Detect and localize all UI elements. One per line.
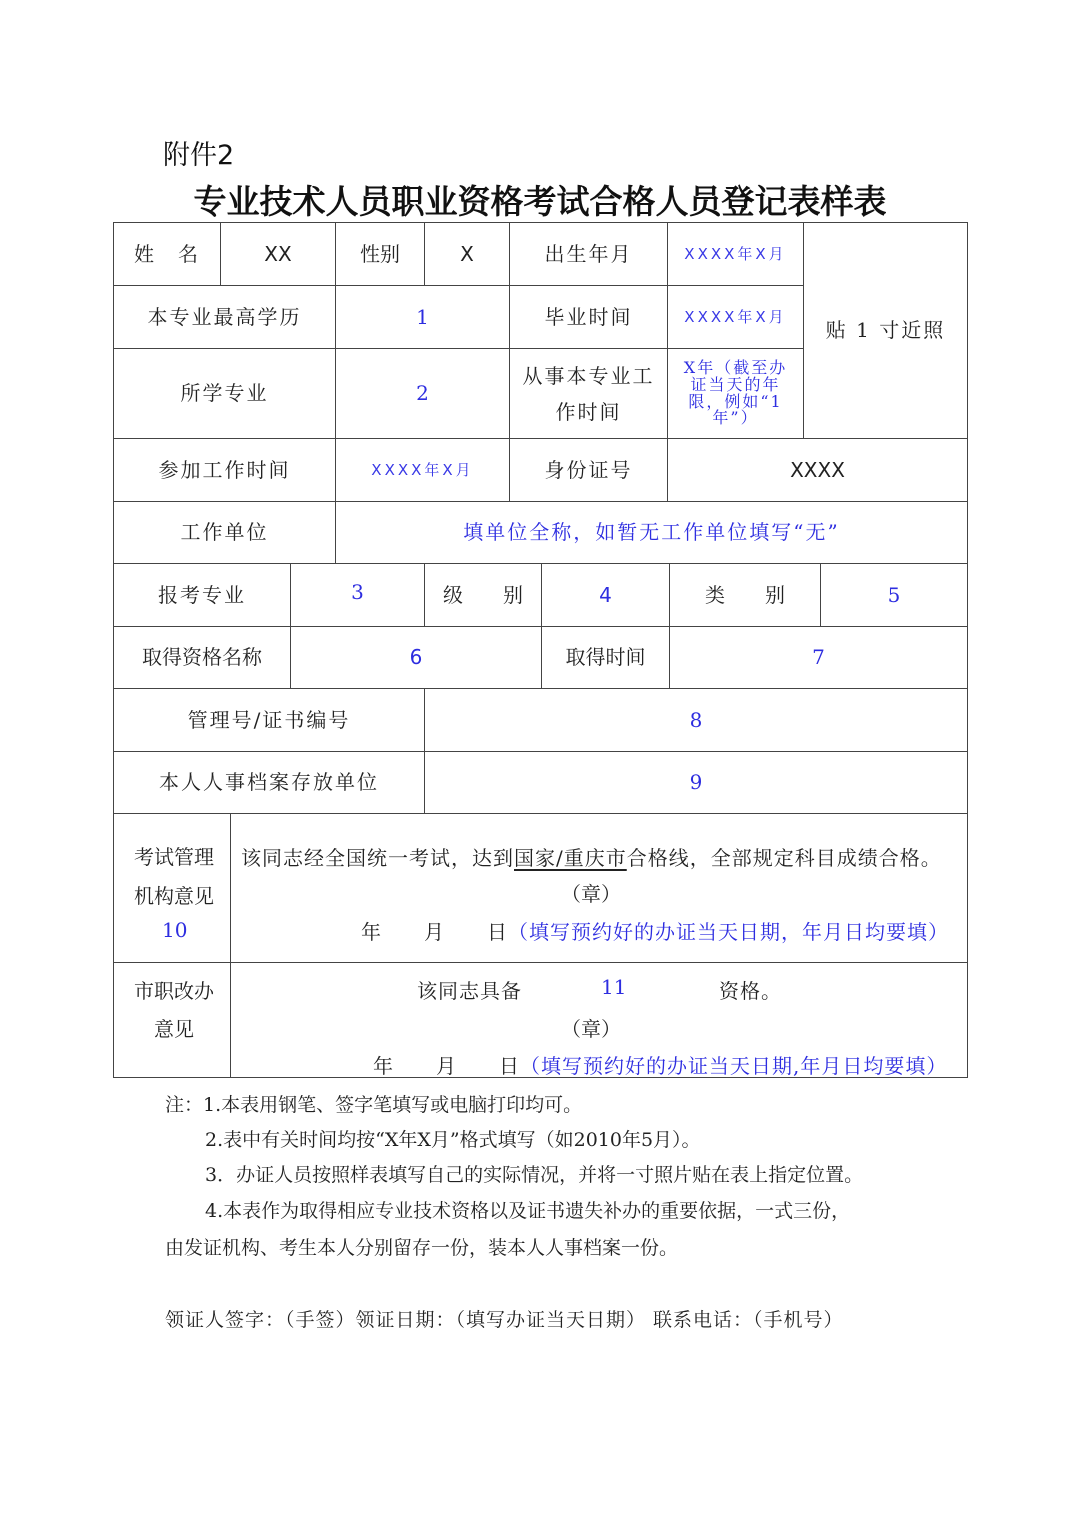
city-opinion-text-before: 该同志具备	[417, 979, 522, 1003]
city-opinion-text-after: 资格。	[719, 979, 782, 1003]
city-opinion-content[interactable]	[230, 962, 968, 1078]
id-value[interactable]: XXXX	[667, 438, 968, 502]
signature-line: 领证人签字：（手签）领证日期：（填写办证当天日期） 联系电话：（手机号）	[165, 1309, 844, 1331]
work-years-label-line1: 从事本专业工	[522, 363, 655, 388]
city-opinion-date-hint: （填写预约好的办证当天日期,年月日均要填）	[520, 1054, 948, 1078]
graduation-value[interactable]: XXXX年X月	[667, 285, 804, 349]
exam-opinion-label-line2: 机构意见	[134, 884, 214, 908]
exam-opinion-date-hint: （填写预约好的办证当天日期，年月日均要填）	[508, 920, 949, 944]
city-opinion-seal: （章）	[561, 1017, 621, 1041]
exam-opinion-number: 10	[162, 918, 188, 942]
exam-major-label: 报考专业	[113, 563, 291, 627]
name-label: 姓 名	[113, 222, 221, 286]
education-label: 本专业最高学历	[113, 285, 336, 349]
note-item: 2.表中有关时间均按“X年X月”格式填写（如2010年5月）。	[205, 1129, 701, 1151]
note-item: 由发证机构、考生本人分别留存一份，装本人人事档案一份。	[165, 1237, 679, 1259]
education-value[interactable]: 1	[335, 285, 510, 349]
archive-value[interactable]: 9	[424, 751, 968, 814]
work-years-line: X年（截至办	[683, 357, 788, 377]
category-value[interactable]: 5	[820, 563, 968, 627]
employer-label: 工作单位	[113, 501, 336, 564]
start-work-label: 参加工作时间	[113, 438, 336, 502]
note-item: 注：1.本表用钢笔、签字笔填写或电脑打印均可。	[165, 1094, 583, 1116]
city-opinion-date-text: 年 月 日	[373, 1054, 520, 1078]
exam-opinion-statement	[241, 842, 942, 871]
name-value[interactable]: XX	[220, 222, 336, 286]
category-label: 类 别	[669, 563, 821, 627]
work-years-label	[509, 348, 668, 439]
note-item: 3．办证人员按照样表填写自己的实际情况，并将一寸照片贴在表上指定位置。	[205, 1164, 864, 1186]
city-opinion-value: 11	[601, 975, 627, 999]
major-label: 所学专业	[113, 348, 336, 439]
exam-opinion-seal: （章）	[561, 882, 621, 906]
exam-opinion-label-line1: 考试管理	[134, 845, 214, 869]
work-years-value[interactable]	[667, 348, 804, 439]
graduation-label: 毕业时间	[509, 285, 668, 349]
work-years-label-line2: 作时间	[555, 399, 622, 424]
start-work-value[interactable]: XXXX年X月	[335, 438, 510, 502]
gender-label: 性别	[335, 222, 425, 286]
city-opinion-label-cell	[113, 962, 231, 1078]
level-value[interactable]: 4	[541, 563, 670, 627]
level-label: 级 别	[424, 563, 542, 627]
qualification-value[interactable]: 6	[290, 626, 542, 689]
cert-no-label: 管理号/证书编号	[113, 688, 425, 752]
employer-value[interactable]: 填单位全称，如暂无工作单位填写“无”	[335, 501, 968, 564]
birth-value[interactable]: XXXX年X月	[667, 222, 804, 286]
exam-opinion-content[interactable]	[230, 813, 968, 963]
obtain-time-label: 取得时间	[541, 626, 670, 689]
city-opinion-date	[373, 1050, 947, 1079]
exam-opinion-text-after: 合格线，全部规定科目成绩合格。	[626, 846, 942, 870]
exam-opinion-scope: 国家/重庆市	[514, 846, 627, 870]
archive-label: 本人人事档案存放单位	[113, 751, 425, 814]
cert-no-value[interactable]: 8	[424, 688, 968, 752]
exam-major-value[interactable]: 3	[290, 563, 425, 627]
obtain-time-value[interactable]: 7	[669, 626, 968, 689]
note-item: 4.本表作为取得相应专业技术资格以及证书遗失补办的重要依据，一式三份，	[205, 1200, 851, 1222]
birth-label: 出生年月	[509, 222, 668, 286]
qualification-label: 取得资格名称	[113, 626, 291, 689]
major-value[interactable]: 2	[335, 348, 510, 439]
work-years-line: 限，例如“1	[688, 391, 783, 411]
city-opinion-label-line1: 市职改办	[134, 979, 214, 1003]
form-title: 专业技术人员职业资格考试合格人员登记表样表	[193, 182, 887, 221]
id-label: 身份证号	[509, 438, 668, 502]
exam-opinion-date	[361, 916, 949, 945]
work-years-line: 年”）	[712, 408, 759, 428]
work-years-line: 证当天的年	[690, 374, 781, 394]
exam-opinion-text-before: 该同志经全国统一考试，达到	[241, 846, 514, 870]
exam-opinion-date-text: 年 月 日	[361, 920, 508, 944]
attachment-label: 附件2	[163, 140, 235, 171]
city-opinion-label-line2: 意见	[154, 1017, 194, 1041]
photo-placeholder[interactable]: 贴 1 寸近照	[803, 222, 968, 439]
exam-opinion-label-cell	[113, 813, 231, 963]
gender-value[interactable]: X	[424, 222, 510, 286]
